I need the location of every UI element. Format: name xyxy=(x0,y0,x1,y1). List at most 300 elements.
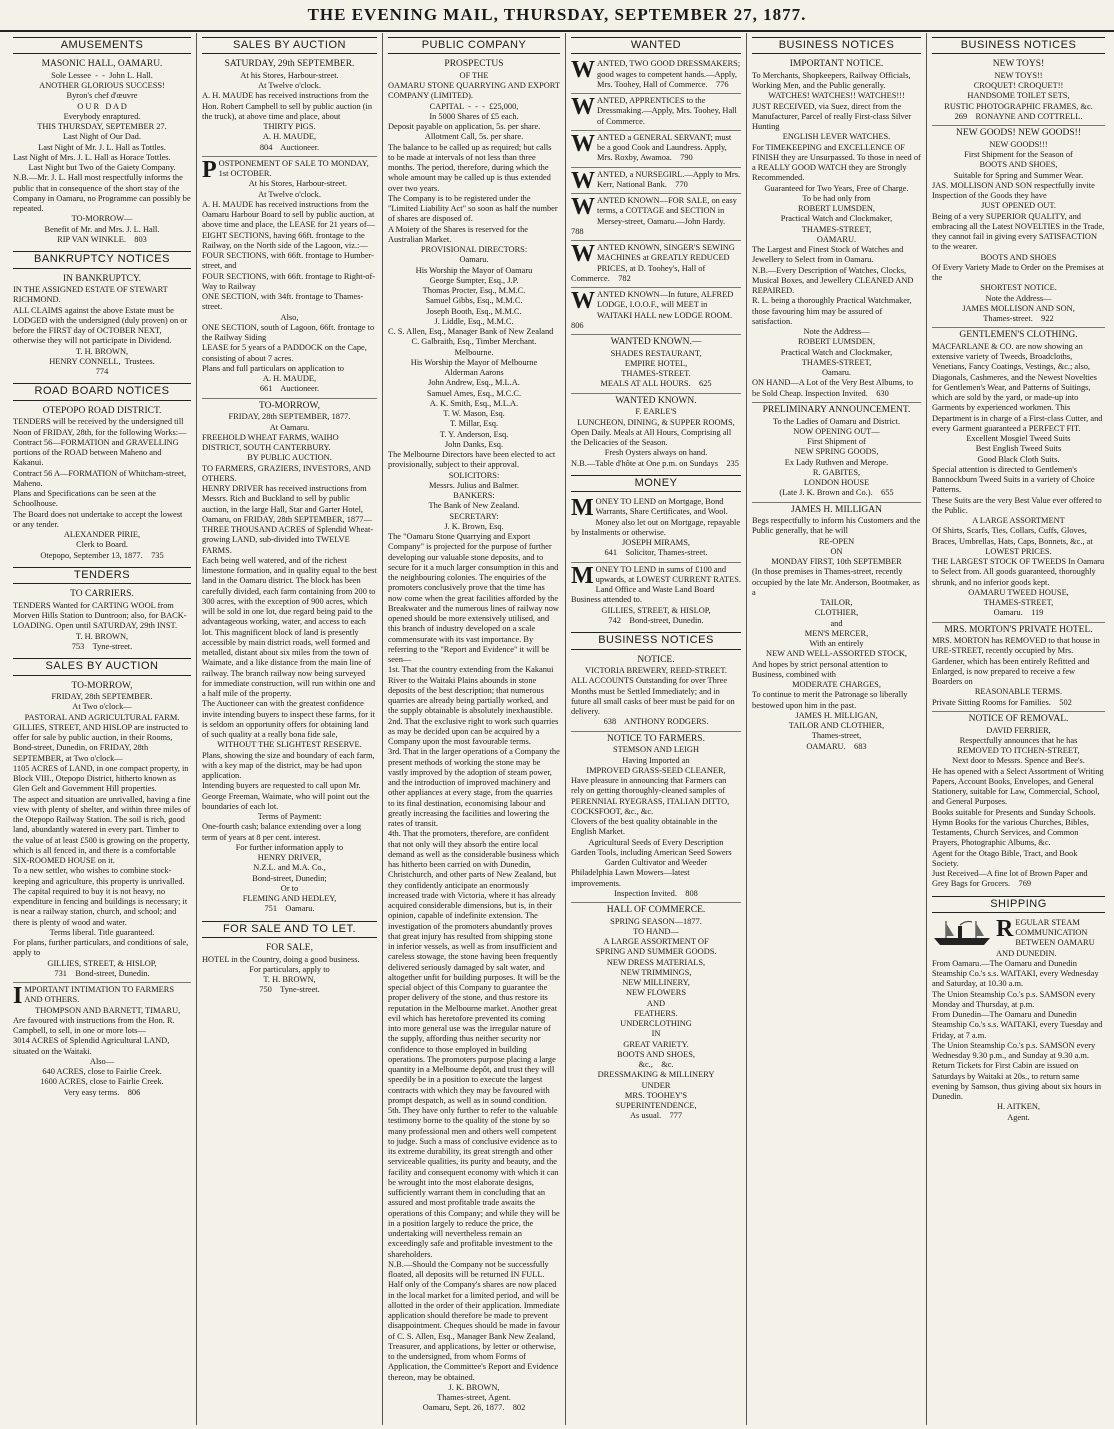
advertisement xyxy=(13,57,191,248)
ad-text-line: IMPORTANT NOTICE. xyxy=(789,59,884,70)
ad-text-line: Next door to Messrs. Spence and Bee's. xyxy=(952,756,1085,766)
ad-text-line: The Bank of New Zealand. xyxy=(428,501,520,511)
ad-text-line: ALL CLAIMS against the above Estate must be LODGED with the undersigned (duly proven) on or before the FIRST day of OCTOBER NEXT, otherwise they will not participate in Dividend. xyxy=(13,305,190,346)
ad-text-line: NOW OPENING OUT— xyxy=(793,426,880,436)
ad-text-line: PERENNIAL RYEGRASS, ITALIAN DITTO, COCKSFOOT, &c., &c. xyxy=(571,796,732,816)
ad-text-line: H. AITKEN, xyxy=(996,1102,1041,1112)
ad-text-line: Oamaru. 119 xyxy=(993,608,1044,618)
ad-text-line: For further information apply to xyxy=(235,842,344,852)
ad-text-line: JUST RECEIVED, via Suez, direct from the Manufacturer, Parcel of really First-class Silver Hunting xyxy=(752,101,914,132)
ad-text-line: WANTED, a NURSEGIRL.—Apply to Mrs. Kerr, National Bank. 770 xyxy=(571,167,743,194)
ad-text-line: And hopes by strict personal attention to Business, combined with xyxy=(752,659,890,679)
section-title: BANKRUPTCY NOTICES xyxy=(13,251,191,268)
ad-text-line: OF THE xyxy=(459,70,489,80)
ad-text-line: Thames-street. 922 xyxy=(983,314,1054,324)
ad-text-line: PROSPECTUS xyxy=(444,59,504,70)
ad-text-line: N.B.—Table d'hôte at One p.m. on Sundays 235 xyxy=(571,458,739,468)
ad-text-line: Are favoured with instructions from the Hon. R. Campbell, to sell, in one or more lots— xyxy=(13,1015,177,1036)
advertisement xyxy=(571,194,741,241)
ad-text-line: LEASE for 5 years of a PADDOCK on the Cape, consisting of about 7 acres. xyxy=(202,343,369,363)
ad-text-line: To continue to merit the Patronage so liberally bestowed upon him in the past. xyxy=(752,690,910,710)
section xyxy=(202,921,377,999)
section xyxy=(932,37,1105,893)
ad-text-line: From Dunedin—The Oamaru and Dunedin Steamship Co.'s s.s. WAITAKI, every Tuesday and Friday, at 7 a.m. xyxy=(932,1010,1105,1040)
ad-text-line: Plans and full particulars on application to xyxy=(202,363,344,373)
ad-text-line: T. H. BROWN, xyxy=(263,975,316,985)
ad-text-line: Open Daily. Meals at All Hours, Comprising all the Delicacies of the Season. xyxy=(571,427,734,448)
ad-text-line: NEW SPRING GOODS, xyxy=(794,447,879,457)
ad-text-line: Fresh Oysters always on hand. xyxy=(604,448,708,458)
ad-text-line: To be had only from xyxy=(802,193,871,203)
ad-text-line: 3014 ACRES of Splendid Agricultural LAND, situated on the Waitaki. xyxy=(13,1036,172,1056)
ad-text-line: THAMES-STREET, xyxy=(801,357,872,367)
ad-text-line: WATCHES! WATCHES!! WATCHES!!! xyxy=(768,91,905,101)
ad-text-line: At Oamaru. xyxy=(269,422,310,432)
ad-text-line: J. K. BROWN, xyxy=(448,1382,500,1392)
section-title: FOR SALE AND TO LET. xyxy=(202,921,377,938)
ad-text-line: 3rd. That in the larger operations of a Company the present methods of working the stone may be vastly improved by the adoption of steam power, and the introduction of improved machinery and other appliances at every stage, from the quarries to its final destination, economising labour and greatly increasing the facilities and lowering the rates of transit. xyxy=(388,747,562,829)
ad-text-line: MRS. MORTON has REMOVED to that house in URE-STREET, recently occupied by Mrs. Gardener, which has been entirely Refitted and Enlarged, is now prepared to receive a few Boarders on xyxy=(932,636,1102,687)
ad-text-line: and xyxy=(830,618,843,628)
ad-text-line: His Worship the Mayor of Oamaru xyxy=(415,265,533,275)
ad-text-line: BOOTS AND SHOES xyxy=(980,252,1057,262)
advertisement xyxy=(388,57,560,1416)
ad-text-line: First Shipment of xyxy=(807,437,866,447)
ad-text-line: TO-MORROW— xyxy=(71,214,133,224)
advertisement xyxy=(571,394,741,472)
ad-text-line: 804 Auctioneer. xyxy=(259,142,320,152)
advertisement xyxy=(13,272,191,381)
ad-text-line: IN xyxy=(651,1029,661,1039)
section xyxy=(13,383,191,563)
ad-text-line: Deposit payable on application, 5s. per share. xyxy=(388,122,541,132)
advertisement xyxy=(932,916,1105,1126)
ad-text-line: WITHOUT THE SLIGHTEST RESERVE. xyxy=(217,740,362,750)
ad-text-line: Thames-street, Agent. xyxy=(437,1393,511,1403)
ad-text-line: REGULAR STEAM COMMUNICATION BETWEEN OAMARU AND DUNEDIN. xyxy=(996,915,1097,958)
ad-text-line: STEMSON AND LEIGH xyxy=(612,745,700,755)
ad-text-line: Terms of Payment: xyxy=(257,812,322,822)
ad-text-line: 1st. That the country extending from the Kakanui River to the Waitaki Plains abounds in stone deposits of the best description; that numerous quarries are already being partially worked, and the supply obtainable is absolutely inexhaustible. xyxy=(388,665,556,716)
ad-text-line: SUPERINTENDENCE, xyxy=(615,1101,697,1111)
ad-text-line: Also, xyxy=(280,312,299,322)
section-title: AMUSEMENTS xyxy=(13,37,191,54)
ad-text-line: For particulars, apply to xyxy=(249,964,330,974)
ad-text-line: Garden Tools, including American Seed Sowers xyxy=(571,847,732,857)
section-title: TENDERS xyxy=(13,567,191,584)
ad-text-line: Or to xyxy=(280,883,299,893)
ad-text-line: Books suitable for Presents and Sunday Schools. xyxy=(932,807,1096,817)
advertisement xyxy=(932,126,1105,328)
column-5 xyxy=(747,33,927,1425)
ad-text-line: Excellent Mosgiel Tweed Suits xyxy=(966,434,1071,444)
ad-text-line: POSTPONEMENT OF SALE TO MONDAY, 1st OCTOBER. xyxy=(202,156,371,183)
ad-text-line: The "Oamaru Stone Quarrying and Export Company" is projected for the purpose of further developing our valuable stone deposits, and to secure for it a much larger consumption in this and the neighbouring colonies. The enquiries of the promoters conclusively prove that the time has now come when the great facilities afforded by the Breakwater and the numerous lines of railway now opened should be more extensively utilised, and this branch of industry developed on a scale commensurate with its vast importance. By referring to the "Report and Evidence" it will be seen— xyxy=(388,532,562,665)
ad-text-line: The aspect and situation are unrivalled, having a fine view with plenty of shelter, and within three miles of the Otepopo Railway Station. The soil is rich, good land, abundantly watered in every part. Timber to the value of at least £500 is growing on the property, which is all fenced in, and there is a comfortable SIX-ROOMED HOUSE on it. xyxy=(13,794,193,866)
ad-text-line: ROBERT LUMSDEN, xyxy=(797,337,876,347)
ad-text-line: T. Y. Anderson, Esq. xyxy=(439,429,509,439)
ad-text-line: LONDON HOUSE xyxy=(803,478,870,488)
ad-text-line: NEW DRESS MATERIALS, xyxy=(606,957,706,967)
ad-text-line: NEW AND WELL-ASSORTED STOCK, xyxy=(766,649,907,659)
ad-text-line: FOUR SECTIONS, with 66ft. frontage to Humber-street, and xyxy=(202,251,374,271)
ad-text-line: TAILOR, xyxy=(820,598,853,608)
ad-text-line: NEW TOYS!! xyxy=(994,70,1043,80)
ad-text-line: WANTED, APPRENTICES to the Dressmaking.—Apply, Mrs. Toohey, Hall of Commerce. xyxy=(571,94,739,126)
ad-text-line: THAMES-STREET, xyxy=(801,224,872,234)
ad-text-line: Agent for the Otago Bible, Tract, and Book Society. xyxy=(932,848,1080,868)
ad-text-line: Private Sitting Rooms for Families. 502 xyxy=(932,697,1072,707)
ad-text-line: John Danks, Esq. xyxy=(444,439,504,449)
ad-text-line: OAMARU. xyxy=(816,234,857,244)
ad-text-line: 751 Oamaru. xyxy=(264,904,315,914)
ad-text-line: Allotment Call, 5s. per share. xyxy=(424,132,524,142)
ad-text-line: JAMES H. MILLIGAN, xyxy=(795,710,878,720)
ad-text-line: Alderman Aarons xyxy=(444,368,504,378)
ad-text-line: WANTED KNOWN—FOR SALE, on easy terms, a COTTAGE and SECTION in Mersey-street, Oamaru.—John Hardy. 788 xyxy=(571,194,739,236)
ad-text-line: JAMES H. MILLIGAN xyxy=(790,504,883,515)
section xyxy=(13,567,191,655)
ad-text-line: 753 Tyne-street. xyxy=(71,641,133,651)
ad-text-line: NEW FLOWERS xyxy=(625,988,687,998)
ad-text-line: IMPROVED GRASS-SEED CLEANER, xyxy=(586,765,726,775)
ad-text-line: (In those premises in Thames-street, recently occupied by the late Mr. Anderson, Bootmaker, as a xyxy=(752,567,922,597)
ad-text-line: SHADES RESTAURANT, xyxy=(610,348,702,358)
advertisement xyxy=(13,983,191,1101)
section xyxy=(13,251,191,380)
ad-text-line: Clerk to Board. xyxy=(76,540,128,550)
ad-text-line: ROBERT LUMSDEN, xyxy=(797,204,876,214)
ad-text-line: BOOTS AND SHOES, xyxy=(979,160,1058,170)
ad-text-line: Oamaru. xyxy=(459,255,489,265)
ad-text-line: UNDER xyxy=(641,1080,671,1090)
ad-text-line: FOUR SECTIONS, with 66ft. frontage to Right-of-Way to Railway xyxy=(202,271,376,291)
ad-text-line: Practical Watch and Clockmaker, xyxy=(780,347,893,357)
ad-text-line: 2nd. That the exclusive right to work such quarries as may be decided upon can be acquired by a Company upon the most favourable terms. xyxy=(388,716,561,747)
ad-text-line: Otepopo, September 13, 1877. 735 xyxy=(40,550,164,560)
ad-text-line: TO HAND— xyxy=(633,926,679,936)
advertisement xyxy=(571,57,741,94)
ad-text-line: NOTICE. xyxy=(637,654,675,665)
ad-text-line: NEW GOODS! NEW GOODS!! xyxy=(956,128,1081,139)
ad-text-line: Being of a very SUPERIOR QUALITY, and embracing all the Latest NOVELTIES in the Trade, they cannot fail in giving every SATISFACTION to the wearer. xyxy=(932,211,1107,252)
column-1 xyxy=(8,33,197,1425)
ad-text-line: EMPIRE HOTEL, xyxy=(624,358,688,368)
advertisement xyxy=(752,503,921,755)
ad-text-line: Guaranteed for Two Years, Free of Charge. xyxy=(764,183,909,193)
ad-text-line: UNDERCLOTHING xyxy=(620,1019,692,1029)
ad-text-line: TENDERS will be received by the undersigned till Noon of FRIDAY, 28th, for the following Works:— xyxy=(13,417,187,437)
section xyxy=(13,658,191,1101)
ad-text-line: C. Galbraith, Esq., Timber Merchant. xyxy=(411,337,537,347)
ad-text-line: ONE SECTION, south of Lagoon, 66ft. frontage to the Railway Siding xyxy=(202,322,377,343)
ad-text-line: Bond-street, Dunedin; xyxy=(252,873,327,883)
ad-text-line: Note the Address— xyxy=(803,327,870,337)
ad-text-line: JOSEPH MIRAMS, xyxy=(622,538,690,548)
ad-text-line: Last Night of Mr. J. L. Hall as Tottles. xyxy=(38,142,166,152)
ad-text-line: The Union Steamship Co.'s p.s. SAMSON every Monday and Thursday, at p.m. xyxy=(932,989,1098,1009)
ad-text-line: RIP VAN WINKLE. 803 xyxy=(57,234,147,244)
ad-text-line: TO-MORROW, xyxy=(71,680,133,691)
ad-text-line: Intending buyers are requested to call upon Mr. George Freeman, Waimate, who will point out the boundaries of each lot. xyxy=(202,781,372,811)
ad-text-line: 5th. They have only further to refer to the valuable testimony borne to the quality of the stone by so many professional men and others well competent to judge. Such a mass of conclusive evidence as to its extreme durability, its great strength and other serviceable qualities, its purity and beauty, and the facility and consequent economy with which it can be wrought into the most elaborate designs, sufficiently warrant them in concluding that an assured and most profitable trade awaits the operations of this Company; and while they will be in a position largely to reduce the price, the undertaking will nevertheless remain an exceedingly safe and profitable investment to the shareholders. xyxy=(388,1106,562,1259)
ad-text-line: IN BANKRUPTCY. xyxy=(63,273,141,284)
section xyxy=(571,475,744,629)
ad-text-line: 640 ACRES, close to Fairlie Creek. xyxy=(42,1067,162,1077)
ad-text-line: Suitable for Spring and Summer Wear. xyxy=(953,170,1084,180)
ad-text-line: THE LARGEST STOCK OF TWEEDS In Oamaru to Select from. All goods guaranteed, thoroughly shrunk, and no inferior goods kept. xyxy=(932,557,1107,587)
ad-text-line: Everybody enraptured. xyxy=(63,111,141,121)
ad-text-line: 4th. That the promoters, therefore, are confident that not only will they absorb the entire local demand as well as the considerable business which has hitherto been carried on with Dunedin, Christchurch, and other parts of New Zealand, but they confidently anticipate an enormously increased trade with Victoria, where it has already acquired considerable dimensions, but is, in their opinion, capable of indefinite extension. The investigation of the promoters abundantly proves that great injury has resulted from shipping stone in inferior vessels, as well as from insufficient and careless stowage, the stone having been frequently delivered seriously damaged by salt water, and altogether unfit for building purposes. It will be the special object of this Company to guarantee the proper delivery of the stone, and thus restore its reputation in the Melbourne market. Another great evil which has heretofore prevented its coming into more general use was the irregular nature of the supply, affording thus neither security nor confidence to those employed in building operations. The promoters purpose placing a large quantity in a Melbourne depôt, and trust they will speedily be in a position to execute the largest contracts with which they may be favoured with prompt despatch, as well as in sound condition. xyxy=(388,829,562,1105)
ad-text-line: George Sumpter, Esq., J.P. xyxy=(429,275,519,285)
ad-text-line: TAILOR AND CLOTHIER, xyxy=(788,721,885,731)
ad-text-line: MEALS AT ALL HOURS. 625 xyxy=(600,379,712,389)
section-title: BUSINESS NOTICES xyxy=(932,37,1105,54)
ad-text-line: Begs respectfully to inform his Customers and the Public generally, that he will xyxy=(752,516,923,536)
ad-text-line: Oamaru. xyxy=(821,368,852,378)
ad-text-line: HENRY DRIVER, xyxy=(257,853,322,863)
ad-text-line: At Twelve o'clock. xyxy=(258,189,321,199)
ad-text-line: The Auctioneer can with the greatest confidence invite intending buyers to inspect these farms, for it is seldom an opportunity offers for obtaining land of such quality at a really bona fide sale, xyxy=(202,699,377,740)
ad-text-line: OAMARU TWEED HOUSE, xyxy=(968,587,1069,597)
ad-text-line: He has opened with a Select Assortment of Writing Papers, Account Books, Envelopes, and General Stationery, suitable for Law, Commercial, School, and General Purposes. xyxy=(932,766,1106,807)
ad-text-line: THAMES-STREET, xyxy=(983,598,1054,608)
ad-text-line: JUST OPENED OUT. xyxy=(981,201,1056,211)
advertisement xyxy=(571,562,744,630)
advertisement xyxy=(932,57,1105,126)
ad-text-line: A. H. MAUDE has received instructions from the Oamaru Harbour Board to sell by public auction, at above time and place, the LEASE for 21 years of— xyxy=(202,199,377,230)
ad-text-line: C. S. Allen, Esq., Manager Bank of New Zealand xyxy=(388,327,554,337)
advertisement xyxy=(202,399,377,918)
ad-text-line: FRIDAY, 28th SEPTEMBER, 1877. xyxy=(228,412,351,422)
section xyxy=(388,37,560,1417)
ad-text-line: At his Stores, Harbour-street. xyxy=(248,179,347,189)
ad-text-line: PROVISIONAL DIRECTORS: xyxy=(420,245,528,255)
section-title: MONEY xyxy=(571,475,741,492)
ad-text-line: A Moiety of the Shares is reserved for the Australian Market. xyxy=(388,224,530,244)
ad-text-line: Agent. xyxy=(1007,1112,1030,1122)
ad-text-line: THREE THOUSAND ACRES of Splendid Wheat-growing LAND, sub-divided into TWELVE FARMS. xyxy=(202,525,374,555)
advertisement xyxy=(571,94,741,131)
ad-text-line: FREEHOLD WHEAT FARMS, WAIHO DISTRICT, SOUTH CANTERBURY. xyxy=(202,432,341,453)
ad-text-line: T. H. BROWN, xyxy=(75,631,129,641)
ad-text-line: Each being well watered, and of the richest limestone formation, and in quality equal to the best land in the Oamaru district. The block has been carefully divided, each farm containing from 200 to 300 acres, with the exception of 900 acres, which will be sold in one lot, due regard being paid to the advantageous working, water, and access to each lot. This magnificent block of land is presently accessible by main district roads, well formed and metalled, distant about six miles from the town of Waimate, and a like distance from the main line of railway. The branch railway now being surveyed for immediate construction, will run within one and a half mile of the property. xyxy=(202,555,379,699)
ad-text-line: MODERATE CHARGES, xyxy=(792,680,881,690)
section-title: SALES BY AUCTION xyxy=(202,37,377,54)
ad-text-line: NOTICE TO FARMERS. xyxy=(607,733,705,744)
advertisement xyxy=(571,288,741,335)
ad-text-line: THAMES-STREET. xyxy=(621,369,691,379)
ad-text-line: THOMPSON AND BARNETT, TIMARU, xyxy=(35,1005,181,1015)
ad-text-line: A LARGE ASSORTMENT xyxy=(972,516,1065,526)
ad-text-line: 1105 ACRES of LAND, in one compact property, in Block VIII., Otepopo District, hitherto known as Glen Gelt and Government Hill properties. xyxy=(13,763,191,794)
ad-text-line: 750 Tyne-street. xyxy=(259,985,320,995)
ad-text-line: N.Z.L. and M.A. Co., xyxy=(253,863,326,873)
ad-text-line: THIS THURSDAY, SEPTEMBER 27. xyxy=(37,122,167,132)
ad-text-line: NEW TRIMMINGS, xyxy=(620,967,692,977)
section xyxy=(571,37,741,472)
ad-text-line: Last Night of Our Dad. xyxy=(63,132,141,142)
advertisement xyxy=(571,241,741,288)
ad-text-line: The Melbourne Directors have been elected to act provisionally, subject to their approval. xyxy=(388,450,558,470)
ad-text-line: NEW TOYS! xyxy=(992,59,1045,70)
ad-text-line: Note the Address— xyxy=(985,293,1052,303)
ad-text-line: MRS. TOOHEY'S xyxy=(624,1090,688,1100)
ad-text-line: The Largest and Finest Stock of Watches and Jewellery to Select from in Oamaru. xyxy=(752,245,906,265)
advertisement xyxy=(932,623,1105,712)
ad-text-line: SATURDAY, 29th SEPTEMBER. xyxy=(224,59,355,70)
ad-text-line: To a new settler, who wishes to combine stock-keeping and agriculture, this property is unrivalled. The capital required to buy it is not heavy, no expenditure in fencing and buildings is necessary; it is near a railway station, church, and school; and there is plenty of wood and water. xyxy=(13,866,190,927)
ad-text-line: Special attention is directed to Gentlemen's Bannockburn Tweed Suits in a variety of Choice Patterns. xyxy=(932,464,1097,495)
ad-text-line: Garden Cultivator and Weeder xyxy=(604,858,708,868)
ad-text-line: At Twelve o'clock. xyxy=(258,81,321,91)
ad-text-line: Of Shirts, Scarfs, Ties, Collars, Cuffs, Gloves, Braces, Umbrellas, Hats, Caps, Bonnets, &c., at xyxy=(932,526,1093,546)
ad-text-line: TO CARRIERS. xyxy=(70,589,134,600)
advertisement xyxy=(202,941,377,999)
ad-text-line: 774 xyxy=(95,367,109,377)
advertisement xyxy=(571,168,741,195)
section-title: SHIPPING xyxy=(932,896,1105,913)
ad-text-line: Practical Watch and Clockmaker, xyxy=(780,214,893,224)
ad-text-line: OTEPOPO ROAD DISTRICT. xyxy=(42,405,162,416)
ad-text-line: Half only of the Company's shares are now placed in the local market for a limited period, and will be allotted in the order of their application. Immediate application should therefore be made to prevent disappointment. Cheques should be made in favour of C. S. Allen, Esq., Manager Bank New Zealand, Treasurer, and applications, by letter or otherwise, to the undersigned, from whom Forms of Application, the Committee's Report and Evidence thereon, may be obtained. xyxy=(388,1280,562,1382)
ad-text-line: At Two o'clock— xyxy=(72,702,132,712)
advertisement xyxy=(932,712,1105,893)
ad-text-line: NEW GOODS!!! xyxy=(989,139,1048,149)
ad-text-line: TENDERS Wanted for CARTING WOOL from Morven Hills Station to Duntroon; also, for BACK-LOADING. Open until SATURDAY, 29th INST. xyxy=(13,600,187,631)
ad-text-line: J. K. Brown, Esq. xyxy=(444,521,504,531)
ad-text-line: REMOVED TO ITCHEN-STREET, xyxy=(957,746,1080,756)
ad-text-line: 661 Auctioneer. xyxy=(259,384,320,394)
ad-text-line: The Company is to be registered under the "Limited Liability Act" so soon as half the number of shares are disposed of. xyxy=(388,193,560,224)
ad-text-line: F. EARLE'S xyxy=(635,407,677,417)
ad-text-line: WANTED KNOWN, SINGER'S SEWING MACHINES at GREATLY REDUCED PRICES, at D. Toohey's, Hall of Commerce. 782 xyxy=(571,241,737,283)
ad-text-line: For TIMEKEEPING and EXCELLENCE OF FINISH they are Unsurpassed. To those in need of a REALLY GOOD WATCH they are Strongly Recommended. xyxy=(752,142,923,183)
ad-text-line: REASONABLE TERMS. xyxy=(974,687,1063,697)
ad-text-line: One-fourth cash; balance extending over a long term of years at 8 per cent. interest. xyxy=(202,822,364,842)
ad-text-line: Plans, showing the size and boundary of each farm, with a key map of the district, may be had upon application. xyxy=(202,750,377,781)
ad-text-line: T. W. Mason, Esq. xyxy=(443,409,505,419)
advertisement xyxy=(571,131,741,168)
ad-text-line: Just Received—A fine lot of Brown Paper and Grey Bags for Grocers. 769 xyxy=(932,869,1090,889)
ad-text-line: Last Night but Two of the Gaiety Company. xyxy=(28,163,176,173)
ad-text-line: LUNCHEON, DINING, & SUPPER ROOMS, xyxy=(577,417,735,427)
ad-text-line: Inspection Invited. 808 xyxy=(614,888,698,898)
ad-text-line: As usual. 777 xyxy=(629,1111,683,1121)
ad-text-line: RUSTIC PHOTOGRAPHIC FRAMES, &c. xyxy=(944,101,1093,111)
ad-text-line: SECRETARY: xyxy=(449,511,499,521)
ad-text-line: CLOTHIER, xyxy=(814,608,859,618)
ad-text-line: R. L. being a thoroughly Practical Watchmaker, those favouring him may be assured of satisfaction. xyxy=(752,296,914,326)
ad-text-line: AND xyxy=(646,998,666,1008)
ad-text-line: WANTED KNOWN.— xyxy=(610,337,702,348)
ad-text-line: Having Imported an xyxy=(622,755,690,765)
ad-text-line: HANDSOME TOILET SETS, xyxy=(967,91,1070,101)
ad-text-line: MACFARLANE & CO. are now showing an extensive variety of Tweeds, Broadcloths, Venetians, Fancy Coatings, Vestings, &c.; also, Diagonals, Cashmeres, and the Newest Novelties for Gentlemen's Wear, and Patterns of Suitings, which are sold by the yard, or made-up into Garments by experienced workmen. This Department is in charge of a First-class Cutter, and every Garment guaranteed a PERFECT FIT. xyxy=(932,341,1105,433)
ad-text-line: WANTED KNOWN. xyxy=(615,395,697,406)
column-6 xyxy=(927,33,1110,1425)
ad-text-line: SHORTEST NOTICE. xyxy=(980,283,1057,293)
ad-text-line: These Suits are the very Best Value ever offered to the Public. xyxy=(932,495,1104,515)
ad-text-line: 1600 ACRES, close to Fairlie Creek. xyxy=(40,1077,164,1087)
ad-text-line: MRS. MORTON'S PRIVATE HOTEL. xyxy=(944,624,1093,635)
ad-text-line: ENGLISH LEVER WATCHES. xyxy=(782,132,891,142)
ad-text-line: 742 Bond-street, Dunedin. xyxy=(608,615,704,625)
ad-text-line: ON HAND—A Lot of the Very Best Albums, to be Sold Cheap. Inspection Invited. 630 xyxy=(752,378,916,398)
ad-text-line: To the Ladies of Oamaru and District. xyxy=(772,416,901,426)
ad-text-line: DRESSMAKING & MILLINERY xyxy=(597,1070,715,1080)
advertisement xyxy=(752,57,921,403)
section-title: SALES BY AUCTION xyxy=(13,658,191,675)
column-4 xyxy=(566,33,747,1425)
advertisement xyxy=(571,903,741,1125)
ad-text-line: To Merchants, Shopkeepers, Railway Officials, Working Men, and the Public generally. xyxy=(752,70,913,91)
ad-text-line: Have pleasure in announcing that Farmers can rely on getting thoroughly-cleaned samples of xyxy=(571,776,729,796)
ad-text-line: HALL OF COMMERCE. xyxy=(606,905,706,916)
ad-text-line: MEN'S MERCER, xyxy=(804,628,869,638)
ad-text-line: T. H. BROWN, xyxy=(75,346,129,356)
ad-text-line: GILLIES, STREET, & HISLOP, xyxy=(601,605,711,615)
ad-text-line: MONDAY FIRST, 10th SEPTEMBER xyxy=(771,557,902,567)
ad-text-line: Very easy terms. 806 xyxy=(63,1087,141,1097)
section xyxy=(932,896,1105,1126)
advertisement xyxy=(202,57,377,157)
ad-text-line: ON xyxy=(830,546,843,556)
ad-text-line: PRELIMINARY ANNOUNCEMENT. xyxy=(762,404,911,415)
ad-text-line: NEW MILLINERY, xyxy=(622,978,690,988)
ad-text-line: Samuel Ames, Esq., M.C.C. xyxy=(426,388,522,398)
advertisement xyxy=(571,495,741,563)
ad-text-line: CAPITAL - - - £25,000, xyxy=(429,101,519,111)
section-title: PUBLIC COMPANY xyxy=(388,37,560,54)
ad-text-line: Sole Lessee - - John L. Hall. xyxy=(51,70,153,80)
section-title: WANTED xyxy=(571,37,741,54)
ad-text-line: Samuel Gibbs, Esq., M.M.C. xyxy=(425,296,523,306)
advertisement xyxy=(571,335,741,394)
ad-text-line: HENRY CONNELL, Trustees. xyxy=(49,356,155,366)
ad-text-line: THIRTY PIGS. xyxy=(263,122,316,132)
ad-text-line: Benefit of Mr. and Mrs. J. L. Hall. xyxy=(44,224,160,234)
ad-text-line: Agricultural Seeds of Every Description xyxy=(588,837,724,847)
section xyxy=(571,632,741,1124)
ad-text-line: Also— xyxy=(89,1056,115,1066)
ad-text-line: The Union Steamship Co.'s p.s. SAMSON every Wednesday 9.30 p.m., and Sunday at 9.30 a.m. xyxy=(932,1040,1098,1061)
ad-text-line: First Shipment for the Season of xyxy=(964,150,1073,160)
ad-text-line: N.B.—Mr. J. L. Hall most respectfully informs the public that in consequence of the short stay of the Company in Oamaru, no Programme can possibly be repeated. xyxy=(13,173,193,214)
ad-text-line: GREAT VARIETY. xyxy=(623,1039,689,1049)
advertisement xyxy=(571,732,741,903)
ad-text-line: Ex Lady Ruthven and Merope. xyxy=(784,457,889,467)
ad-text-line: From Oamaru.—The Oamaru and Dunedin Steamship Co.'s s.s. WAITAKI, every Wednesday and Saturday, at 10.30 a.m. xyxy=(932,958,1101,989)
ad-text-line: For plans, further particulars, and conditions of sale, apply to xyxy=(13,938,191,958)
ad-text-line: A. H. MAUDE, xyxy=(262,132,317,142)
ad-text-line: Hymn Books for the various Churches, Bibles, Testaments, Church Services, and Common Prayers, Photographic Albums, &c. xyxy=(932,817,1091,848)
ad-text-line: LOWEST PRICES. xyxy=(985,546,1052,556)
ad-text-line: T. Millar, Esq. xyxy=(449,419,499,429)
section-title: BUSINESS NOTICES xyxy=(752,37,921,54)
masthead xyxy=(0,0,1114,32)
ad-text-line: Terms liberal. Title guaranteed. xyxy=(49,927,155,937)
ad-text-line: IN THE ASSIGNED ESTATE OF STEWART RICHMOND. xyxy=(13,285,170,305)
ad-text-line: OAMARU STONE QUARRYING AND EXPORT COMPANY (LIMITED). xyxy=(388,81,562,101)
ad-text-line: 731 Bond-street, Dunedin. xyxy=(54,968,150,978)
ad-text-line: A LARGE ASSORTMENT OF xyxy=(603,937,709,947)
ad-text-line: Thames-street, xyxy=(811,731,862,741)
ad-text-line: His Worship the Mayor of Melbourne xyxy=(410,357,538,367)
ad-text-line: 638 ANTHONY RODGERS. xyxy=(603,717,709,727)
advertisement xyxy=(13,404,191,564)
ad-text-line: Last Night of Mrs. J. L. Hall as Horace Tottles. xyxy=(13,152,171,162)
